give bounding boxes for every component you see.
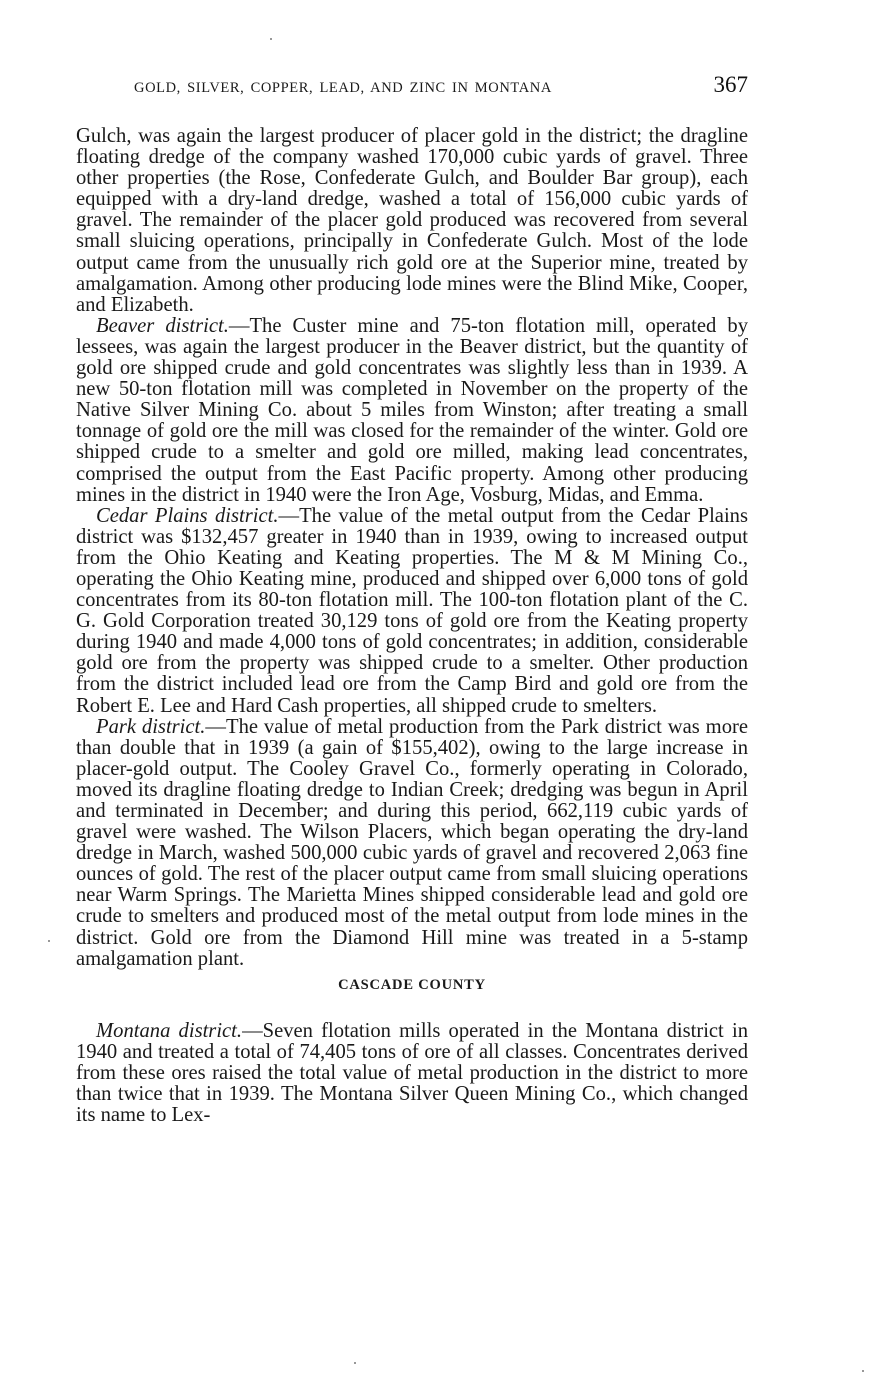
scan-speck [270, 38, 272, 40]
scan-speck [354, 1362, 356, 1364]
body-text [76, 126, 748, 1126]
running-head [76, 72, 748, 106]
district-name: Park district. [96, 715, 206, 738]
page-number: 367 [713, 72, 748, 97]
paragraph-text: —The value of the metal output from the Cedar Plains district was $132,457 greater in 1940 than in 1939, owing to increased output from the Ohio Keating and Keating properties. The M & M Mining Co., operating the Ohio Keating mine, produced and shipped over 6,000 tons of gold concentrates from its 80-ton flotation mill. The 100-ton flotation plant of the C. G. Gold Corporation treated 30,129 tons of gold ore from the Keating property during 1940 and made 4,000 tons of gold concentrates; in addition, considerable gold ore from the property was shipped crude to a smelter. Other production from the district included lead ore from the Camp Bird and gold ore from the Robert E. Lee and Hard Cash properties, all shipped crude to smelters. [76, 504, 748, 717]
scan-speck [48, 940, 50, 942]
paragraph-beaver-district [76, 316, 748, 506]
paragraph-continued [76, 126, 748, 316]
paragraph-park-district [76, 717, 748, 970]
section-heading-cascade-county: CASCADE COUNTY [338, 976, 486, 993]
running-title: GOLD, SILVER, COPPER, LEAD, AND ZINC IN MONTANA [134, 80, 552, 96]
paragraph-text: —The value of metal production from the Park district was more than double that in 1939 (a gain of $155,402), owing to the large increase in placer-gold output. The Cooley Gravel Co., formerly operating in Colorado, moved its dragline floating dredge to Indian Creek; dredging was begun in April and terminated in December; and during this period, 662,119 cubic yards of gravel were washed. The Wilson Placers, which began operating the dry-land dredge in March, washed 500,000 cubic yards of gravel and recovered 2,063 fine ounces of gold. The rest of the placer output came from small sluicing operations near Warm Springs. The Marietta Mines shipped considerable lead and gold ore crude to smelters and produced most of the metal output from lode mines in the district. Gold ore from the Diamond Hill mine was treated in a 5-stamp amalgamation plant. [76, 715, 748, 970]
paragraph-montana-district [76, 1021, 748, 1126]
paragraph-text: —Seven flotation mills operated in the Montana district in 1940 and treated a total of 74,405 tons of ore of all classes. Concentrates derived from these ores raised the total value of metal production in the district to more than twice that in 1939. The Montana Silver Queen Mining Co., which changed its name to Lex- [76, 1019, 748, 1127]
district-name: Beaver district. [96, 314, 229, 337]
district-name: Montana district. [96, 1019, 243, 1042]
scan-speck [862, 1370, 864, 1372]
district-name: Cedar Plains district. [96, 504, 279, 527]
paragraph-cedar-plains-district [76, 506, 748, 717]
paragraph-text: Gulch, was again the largest producer of placer gold in the district; the dragline floating dredge of the company washed 170,000 cubic yards of gravel. Three other properties (the Rose, Confederate Gulch, and Boulder Bar group), each equipped with a dry-land dredge, washed a total of 156,000 cubic yards of gravel. The remainder of the placer gold produced was recovered from several small sluicing operations, principally in Confederate Gulch. Most of the lode output came from the unusually rich gold ore at the Superior mine, treated by amalgamation. Among other producing lode mines were the Blind Mike, Cooper, and Elizabeth. [76, 125, 748, 316]
paragraph-text: —The Custer mine and 75-ton flotation mill, operated by lessees, was again the largest producer in the Beaver district, but the quantity of gold ore shipped crude and gold concentrates was slightly less than in 1939. A new 50-ton flotation mill was completed in November on the property of the Native Silver Mining Co. about 5 miles from Winston; after treating a small tonnage of gold ore the mill was closed for the remainder of the winter. Gold ore shipped crude to a smelter and gold ore milled, making lead concentrates, comprised the output from the East Pacific property. Among other producing mines in the district in 1940 were the Iron Age, Vosburg, Midas, and Emma. [76, 314, 748, 506]
